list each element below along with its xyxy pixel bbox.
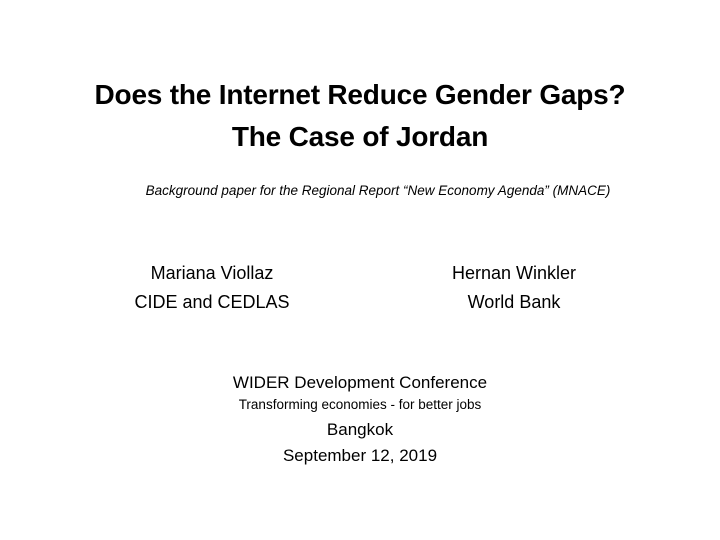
- author-affiliation: CIDE and CEDLAS: [134, 292, 290, 312]
- author-affiliation: World Bank: [467, 292, 561, 312]
- title-line-2: The Case of Jordan: [231, 121, 489, 152]
- author-block-1: [82, 259, 342, 317]
- author-name: Mariana Viollaz: [150, 263, 274, 283]
- conference-info: [60, 371, 660, 469]
- slide-title: [20, 74, 700, 158]
- title-line-1: Does the Internet Reduce Gender Gaps?: [94, 79, 626, 110]
- author-block-2: [384, 259, 644, 317]
- conference-name: WIDER Development Conference: [232, 373, 488, 392]
- author-name: Hernan Winkler: [451, 263, 577, 283]
- conference-city: Bangkok: [326, 420, 394, 439]
- conference-theme: Transforming economies - for better jobs: [238, 397, 482, 412]
- slide-subtitle: Background paper for the Regional Report “New Economy Agenda” (MNACE): [145, 183, 611, 198]
- conference-date: September 12, 2019: [282, 446, 438, 465]
